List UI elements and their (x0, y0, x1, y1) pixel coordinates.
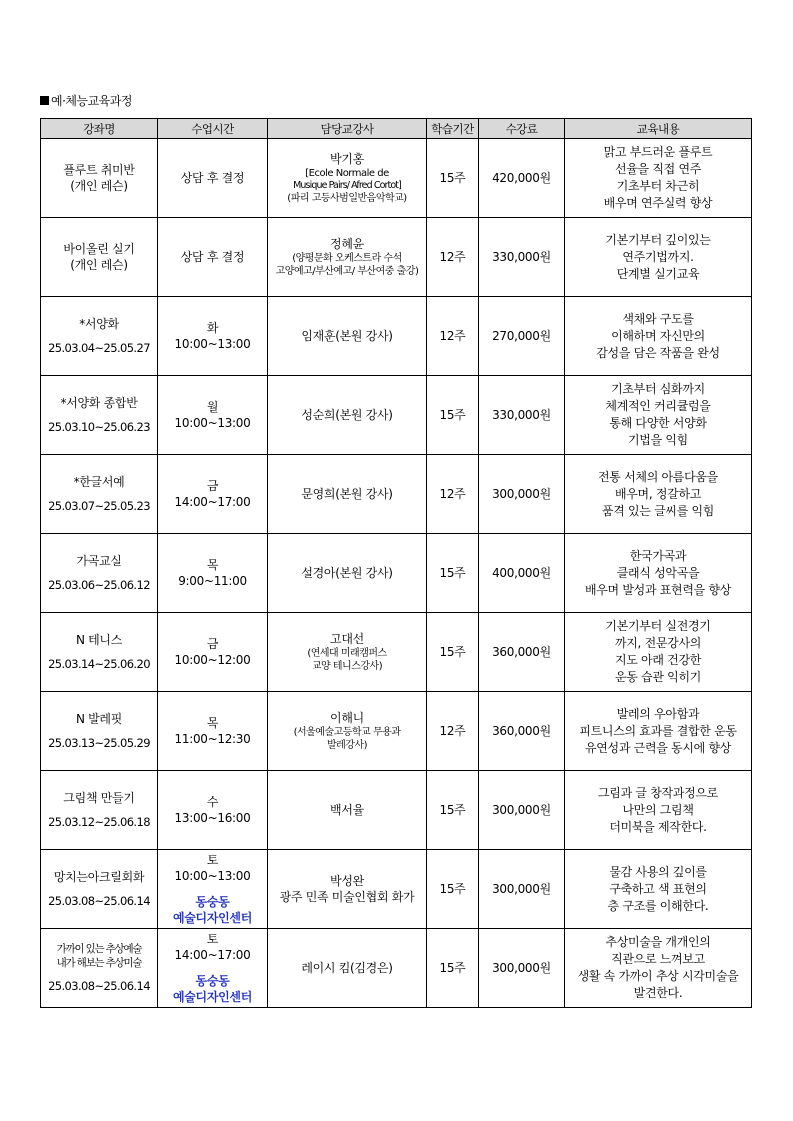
class-location: 동숭동 (195, 895, 230, 909)
content-cell (565, 929, 752, 1008)
content-cell (565, 455, 752, 534)
class-time: 11:00~12:30 (174, 732, 251, 746)
table-row (41, 850, 752, 929)
content-line: 유연성과 근력을 동시에 향상 (584, 740, 732, 755)
course-name: 망치는아크릴회화 (53, 870, 145, 884)
fee-cell: 400,000원 (479, 534, 565, 613)
table-row (41, 929, 752, 1008)
instructor-cell (268, 139, 427, 218)
course-name: 가까이 있는 추상예술 (56, 943, 142, 955)
content-line: 배우며 연주실력 향상 (603, 196, 713, 210)
content-cell (565, 218, 752, 297)
course-name: 내가 해보는 추상미술 (56, 957, 142, 969)
course-name-cell (41, 692, 158, 771)
instructor-cell (268, 929, 427, 1008)
instructor-line: 설경아(본원 강사) (301, 566, 393, 580)
course-name: 바이올린 실기 (63, 242, 135, 256)
instructor-line: Musique Pairs/ Afred Cortot] (293, 180, 401, 191)
fee-cell: 420,000원 (479, 139, 565, 218)
class-time: 목 (206, 716, 219, 730)
class-location: 예술디자인센터 (172, 911, 253, 925)
course-dates: 25.03.13~25.05.29 (48, 736, 150, 750)
table-row (41, 376, 752, 455)
instructor-line: 성순희(본원 강사) (301, 408, 393, 422)
class-time: 9:00~11:00 (178, 574, 247, 588)
content-cell (565, 297, 752, 376)
instructor-line: 고양예고/부산예고/ 부산여중 출강) (275, 266, 419, 277)
header-course-name: 강좌명 (41, 119, 158, 139)
content-line: 기초부터 심화까지 (611, 382, 705, 396)
instructor-line: (서울예술고등학교 무용과 (293, 727, 401, 738)
content-line: 까지, 전문강사의 (614, 636, 702, 650)
instructor-cell (268, 376, 427, 455)
fee-cell: 330,000원 (479, 376, 565, 455)
content-line: 나만의 그림책 (622, 802, 694, 817)
class-location: 동숭동 (195, 974, 230, 988)
class-time: 13:00~16:00 (174, 811, 251, 825)
course-name: 가곡교실 (76, 554, 122, 568)
class-time-cell (158, 850, 268, 929)
instructor-cell (268, 850, 427, 929)
content-cell (565, 139, 752, 218)
content-line: 발견한다. (633, 986, 683, 1000)
class-time: 10:00~13:00 (174, 869, 251, 883)
content-line: 클래식 성악곡을 (616, 565, 700, 580)
course-dates: 25.03.14~25.06.20 (48, 657, 150, 671)
content-cell (565, 534, 752, 613)
content-line: 맑고 부드러운 플루트 (603, 145, 713, 159)
header-fee: 수강료 (479, 119, 565, 139)
instructor-line: 이해니 (330, 711, 364, 725)
fee-cell: 300,000원 (479, 771, 565, 850)
course-name-cell (41, 455, 158, 534)
course-name: N 발레핏 (75, 712, 123, 726)
fee-cell: 300,000원 (479, 455, 565, 534)
table-row (41, 771, 752, 850)
table-row (41, 297, 752, 376)
course-name-cell (41, 218, 158, 297)
course-dates: 25.03.08~25.06.14 (48, 979, 150, 993)
course-dates: 25.03.04~25.05.27 (48, 341, 150, 355)
content-line: 체계적인 커리큘럼을 (605, 399, 711, 413)
table-row (41, 139, 752, 218)
content-line: 직관으로 느껴보고 (611, 952, 705, 966)
class-time-cell (158, 929, 268, 1008)
table-row (41, 692, 752, 771)
content-line: 기본기부터 실전경기 (605, 619, 711, 633)
content-line: 생활 속 가까이 추상 시각미술을 (577, 969, 739, 983)
course-name-cell (41, 534, 158, 613)
instructor-line: (양평문화 오케스트라 수석 (292, 253, 402, 264)
instructor-line: [Ecole Normale de (305, 168, 389, 179)
class-time: 10:00~12:00 (174, 653, 251, 667)
content-line: 그림과 글 창작과정으로 (598, 785, 718, 800)
course-name: N 테니스 (75, 633, 123, 647)
course-name: *서양화 (79, 317, 119, 331)
content-line: 배우며, 정갈하고 (614, 486, 702, 501)
class-time: 토 (206, 932, 219, 946)
instructor-line: (파리 고등사범일반음악학교) (287, 193, 407, 204)
content-line: 전통 서체의 아름다움을 (598, 469, 718, 484)
instructor-line: 고대선 (330, 632, 364, 646)
instructor-line: 발레강사) (326, 740, 368, 751)
class-time: 금 (206, 637, 219, 651)
instructor-cell (268, 455, 427, 534)
content-line: 배우며 발성과 표현력을 향상 (584, 582, 732, 597)
course-dates: 25.03.12~25.06.18 (48, 815, 150, 829)
period-cell: 12주 (427, 297, 479, 376)
content-line: 이해하며 자신만의 (611, 328, 705, 343)
course-table (40, 118, 752, 1008)
course-name: *한글서예 (73, 475, 125, 489)
fee-cell: 300,000원 (479, 850, 565, 929)
fee-cell: 300,000원 (479, 929, 565, 1008)
content-line: 품격 있는 글씨를 익힘 (601, 503, 715, 518)
instructor-line: (연세대 미래캠퍼스 (307, 648, 387, 659)
content-line: 운동 습관 익히기 (614, 670, 702, 684)
period-cell: 15주 (427, 929, 479, 1008)
period-cell: 15주 (427, 613, 479, 692)
content-line: 추상미술을 개개인의 (605, 935, 711, 949)
table-row (41, 455, 752, 534)
class-time: 월 (206, 400, 219, 414)
content-line: 더미북을 제작한다. (609, 819, 707, 834)
course-name-cell (41, 376, 158, 455)
class-time: 목 (206, 558, 219, 572)
instructor-cell (268, 692, 427, 771)
course-dates: 25.03.10~25.06.23 (48, 420, 150, 434)
course-dates: 25.03.07~25.05.23 (48, 499, 150, 513)
content-line: 한국가곡과 (629, 548, 687, 563)
content-line: 기법을 익힘 (628, 433, 688, 447)
course-name: (개인 레슨) (70, 179, 128, 193)
content-cell (565, 692, 752, 771)
content-line: 발레의 우아함과 (616, 706, 700, 721)
content-line: 기본기부터 깊이있는 (605, 232, 711, 247)
section-title: 예·체능교육과정 (40, 92, 132, 109)
instructor-line: 정혜윤 (330, 237, 364, 251)
class-location: 예술디자인센터 (172, 990, 253, 1004)
course-name: 그림책 만들기 (63, 791, 135, 805)
instructor-line: 레이시 킴(김경은) (301, 961, 393, 975)
instructor-line: 교양 테니스강사) (311, 661, 383, 672)
class-time-cell (158, 218, 268, 297)
course-name: *서양화 종합반 (60, 396, 138, 410)
instructor-line: 박기홍 (330, 152, 364, 166)
class-time: 14:00~17:00 (174, 495, 251, 509)
course-dates: 25.03.08~25.06.14 (48, 894, 150, 908)
fee-cell: 330,000원 (479, 218, 565, 297)
course-name: (개인 레슨) (70, 258, 128, 272)
class-time: 상담 후 결정 (180, 250, 245, 264)
content-line: 기초부터 차근히 (616, 179, 700, 193)
class-time: 금 (206, 479, 219, 493)
period-cell: 15주 (427, 850, 479, 929)
class-time-cell (158, 297, 268, 376)
period-cell: 15주 (427, 534, 479, 613)
header-instructor: 담당교강사 (268, 119, 427, 139)
square-bullet-icon (40, 96, 49, 105)
class-time: 10:00~13:00 (174, 337, 251, 351)
table-row (41, 534, 752, 613)
class-time: 토 (206, 853, 219, 867)
content-line: 물감 사용의 깊이를 (609, 864, 707, 879)
instructor-cell (268, 771, 427, 850)
content-cell (565, 771, 752, 850)
fee-cell: 360,000원 (479, 613, 565, 692)
class-time: 수 (206, 795, 219, 809)
instructor-line: 문영희(본원 강사) (301, 487, 393, 501)
instructor-cell (268, 613, 427, 692)
content-line: 단계별 실기교육 (616, 266, 700, 281)
course-name-cell (41, 929, 158, 1008)
class-time-cell (158, 692, 268, 771)
instructor-line: 박성완 (330, 874, 364, 888)
class-time-cell (158, 771, 268, 850)
instructor-cell (268, 218, 427, 297)
class-time-cell (158, 455, 268, 534)
content-line: 색채와 구도를 (622, 311, 694, 326)
content-cell (565, 850, 752, 929)
content-line: 지도 아래 건강한 (614, 653, 702, 667)
period-cell: 12주 (427, 692, 479, 771)
course-name: 플루트 취미반 (63, 163, 135, 177)
instructor-line: 임재훈(본원 강사) (301, 329, 393, 343)
course-name-cell (41, 771, 158, 850)
class-time: 10:00~13:00 (174, 416, 251, 430)
period-cell: 12주 (427, 218, 479, 297)
instructor-cell (268, 297, 427, 376)
class-time: 상담 후 결정 (180, 171, 245, 185)
header-content: 교육내용 (565, 119, 752, 139)
instructor-cell (268, 534, 427, 613)
table-header-row (41, 119, 752, 139)
period-cell: 15주 (427, 139, 479, 218)
course-name-cell (41, 297, 158, 376)
table-row (41, 218, 752, 297)
content-line: 통해 다양한 서양화 (609, 416, 707, 430)
content-line: 피트니스의 효과를 결합한 운동 (579, 723, 737, 738)
class-time-cell (158, 139, 268, 218)
header-class-time: 수업시간 (158, 119, 268, 139)
period-cell: 12주 (427, 455, 479, 534)
fee-cell: 360,000원 (479, 692, 565, 771)
course-dates: 25.03.06~25.06.12 (48, 578, 150, 592)
class-time-cell (158, 376, 268, 455)
instructor-line: 광주 민족 미술인협회 화가 (279, 890, 415, 904)
period-cell: 15주 (427, 376, 479, 455)
content-line: 층 구조를 이해한다. (607, 898, 709, 913)
course-name-cell (41, 850, 158, 929)
content-line: 감성을 담은 작품을 완성 (596, 345, 720, 360)
fee-cell: 270,000원 (479, 297, 565, 376)
content-line: 구축하고 색 표현의 (609, 881, 707, 896)
period-cell: 15주 (427, 771, 479, 850)
table-row (41, 613, 752, 692)
instructor-line: 백서율 (330, 803, 364, 817)
header-period: 학습기간 (427, 119, 479, 139)
class-time-cell (158, 534, 268, 613)
course-name-cell (41, 613, 158, 692)
course-name-cell (41, 139, 158, 218)
content-line: 연주기법까지. (622, 249, 694, 264)
class-time: 화 (206, 321, 219, 335)
class-time-cell (158, 613, 268, 692)
content-cell (565, 376, 752, 455)
class-time: 14:00~17:00 (174, 948, 251, 962)
content-line: 선율을 직접 연주 (614, 162, 702, 176)
content-cell (565, 613, 752, 692)
